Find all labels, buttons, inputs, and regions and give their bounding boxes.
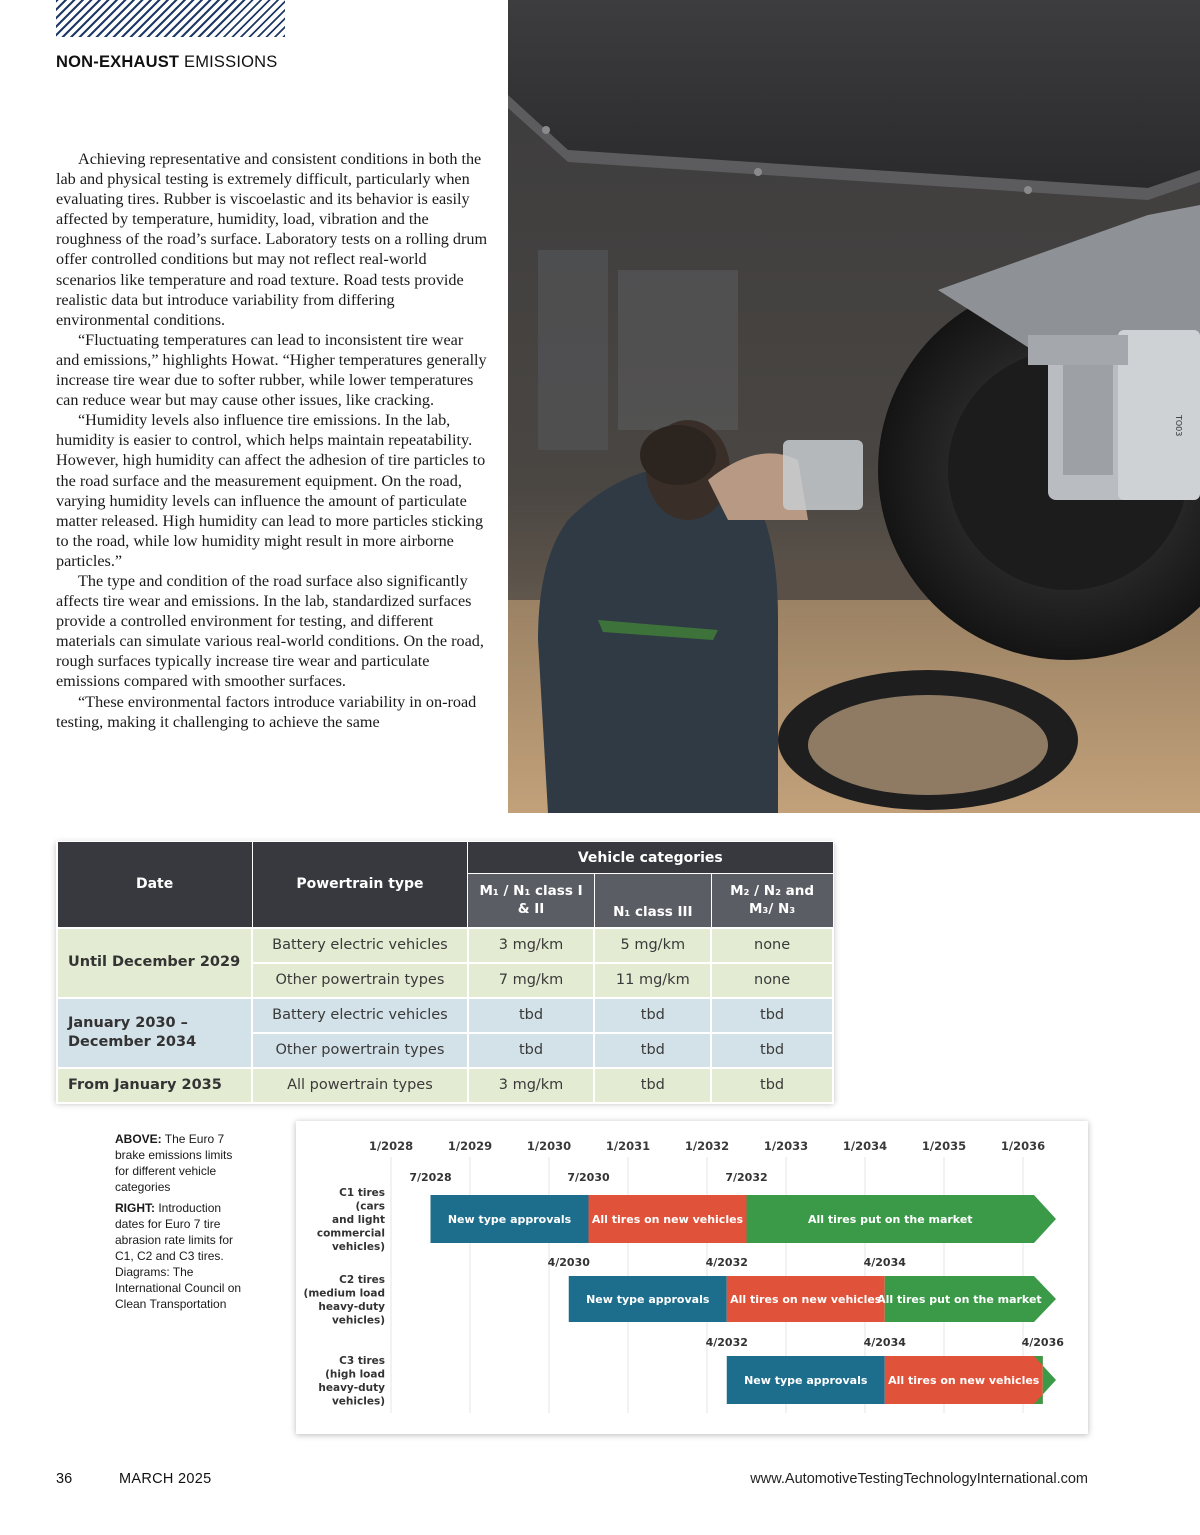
segment-label: All tires put on the market — [807, 1213, 973, 1226]
caption-right-label: RIGHT: — [115, 1201, 155, 1215]
table-row — [57, 998, 833, 1033]
header-hatch-bar — [56, 0, 285, 37]
date-marker-label: 4/2030 — [547, 1256, 590, 1269]
limit-cell: tbd — [468, 1033, 595, 1068]
table-row — [57, 1068, 833, 1103]
powertrain-cell: Battery electric vehicles — [252, 928, 467, 963]
limit-cell: tbd — [594, 1033, 711, 1068]
limit-cell: 7 mg/km — [468, 963, 595, 998]
caption-above — [115, 1131, 243, 1195]
limit-cell: tbd — [711, 998, 833, 1033]
date-marker-label: 7/2028 — [409, 1171, 452, 1184]
year-tick-label: 1/2035 — [921, 1139, 967, 1153]
section-label — [56, 53, 277, 72]
segment-label: New type approvals — [744, 1374, 868, 1387]
segment-label: All tires put on the market — [877, 1293, 1042, 1306]
header-category-n1-class3: N₁ class III — [594, 874, 711, 928]
issue-date: MARCH 2025 — [119, 1471, 212, 1487]
limit-cell: 5 mg/km — [594, 928, 711, 963]
limit-cell: 3 mg/km — [468, 928, 595, 963]
segment-label: All tires on new vehicles — [888, 1374, 1040, 1387]
footer-url: www.AutomotiveTestingTechnologyInternational.com — [750, 1471, 1088, 1487]
year-tick-label: 1/2032 — [684, 1139, 730, 1153]
limit-cell: none — [711, 963, 833, 998]
row-label-line: C3 tires — [339, 1354, 385, 1367]
year-tick-label: 1/2036 — [1000, 1139, 1046, 1153]
row-label-line: C2 tires — [339, 1273, 385, 1286]
date-cell: Until December 2029 — [57, 928, 252, 998]
article-paragraph: “These environmental factors introduce variability in on-road testing, making it challenging to achieve the same — [56, 692, 477, 731]
year-tick-label: 1/2029 — [447, 1139, 493, 1153]
caption-above-label: ABOVE: — [115, 1132, 162, 1146]
row-label-line: vehicles) — [331, 1314, 385, 1327]
article-body — [56, 149, 488, 732]
section-label-bold: NON-EXHAUST — [56, 53, 180, 71]
page-number: 36 — [56, 1471, 73, 1487]
limit-cell: tbd — [594, 1068, 711, 1103]
header-date: Date — [57, 842, 252, 928]
date-marker-label: 4/2036 — [1021, 1336, 1064, 1349]
year-tick-label: 1/2031 — [605, 1139, 651, 1153]
date-marker-label: 4/2032 — [705, 1336, 748, 1349]
segment-label: New type approvals — [447, 1213, 572, 1226]
powertrain-cell: Battery electric vehicles — [252, 998, 467, 1033]
header-category-m1n1: M₁ / N₁ class I & II — [468, 874, 595, 928]
article-paragraph: “Humidity levels also influence tire emissions. In the lab, humidity is easier to control, which helps maintain repeatability. However, high humidity can affect the adhesion of tire particles to the road surface and the measurement equipment. On the road, varying humidity levels can influence the amount of particulate matter released. High humidity can lead to more particles sticking to the road, while low humidity might result in more airborne particles.” — [56, 411, 486, 570]
limit-cell: none — [711, 928, 833, 963]
lab-photo — [508, 0, 1200, 813]
figure-caption — [115, 1131, 243, 1317]
row-label-line: vehicles) — [331, 1395, 385, 1408]
timeline-svg — [296, 1121, 1088, 1434]
limit-cell: tbd — [594, 998, 711, 1033]
section-label-rest: EMISSIONS — [179, 53, 278, 71]
date-marker-label: 7/2032 — [725, 1171, 768, 1184]
date-marker-label: 4/2034 — [863, 1256, 906, 1269]
year-tick-label: 1/2028 — [368, 1139, 414, 1153]
date-cell: From January 2035 — [57, 1068, 252, 1103]
powertrain-cell: All powertrain types — [252, 1068, 467, 1103]
article-paragraph: The type and condition of the road surface also significantly affects tire wear and emissions. In the lab, standardized surfaces provide a controlled environment for testing, and different materials can simulate various real-world conditions. On the road, rough surfaces typically increase tire wear and particulate emissions compared with smoother surfaces. — [56, 571, 484, 691]
row-label-line: (cars — [355, 1200, 385, 1213]
caption-right-text: Introduction dates for Euro 7 tire abrasion rate limits for C1, C2 and C3 tires. Diagrams: The International Council on Clean Transportation — [115, 1201, 242, 1311]
segment-label: New type approvals — [586, 1293, 710, 1306]
header-vehicle-categories: Vehicle categories — [468, 842, 833, 874]
row-label-line: heavy-duty — [318, 1300, 385, 1313]
row-label-line: C1 tires — [339, 1187, 385, 1199]
device-label: TO03 — [1174, 415, 1183, 437]
row-label-line: vehicles) — [331, 1241, 385, 1253]
emissions-table-wrapper — [56, 841, 834, 1102]
limit-cell: tbd — [711, 1033, 833, 1068]
date-cell: January 2030 – December 2034 — [57, 998, 252, 1068]
limit-cell: tbd — [711, 1068, 833, 1103]
limit-cell: 3 mg/km — [468, 1068, 595, 1103]
segment-label: All tires on new vehicles — [730, 1293, 882, 1306]
caption-right — [115, 1200, 243, 1312]
powertrain-cell: Other powertrain types — [252, 1033, 467, 1068]
row-label-line: (high load — [325, 1368, 385, 1381]
year-tick-label: 1/2034 — [842, 1139, 888, 1153]
tire-timeline-diagram — [296, 1121, 1088, 1434]
limit-cell: tbd — [468, 998, 595, 1033]
row-label-line: heavy-duty — [318, 1381, 385, 1394]
table-row — [57, 928, 833, 963]
date-marker-label: 7/2030 — [567, 1171, 610, 1184]
header-powertrain: Powertrain type — [252, 842, 467, 928]
limit-cell: 11 mg/km — [594, 963, 711, 998]
row-label-line: commercial — [316, 1227, 385, 1240]
date-marker-label: 4/2034 — [863, 1336, 906, 1349]
header-category-m2n2-m3n3: M₂ / N₂ and M₃/ N₃ — [711, 874, 833, 928]
article-paragraph: Achieving representative and consistent conditions in both the lab and physical testing is extremely difficult, particularly when evaluating tires. Rubber is viscoelastic and its behavior is easily affected by temperature, humidity, load, vibration and the roughness of the road’s surface. Laboratory tests on a rolling drum offer controlled conditions but may not reflect real-world scenarios like temperature and road texture. Road tests provide realistic data but introduce variability from differing environmental conditions. — [56, 150, 488, 329]
caption-above-text: The Euro 7 brake emissions limits for different vehicle categories — [115, 1132, 233, 1194]
date-marker-label: 4/2032 — [705, 1256, 748, 1269]
emissions-limits-table — [56, 841, 834, 1104]
powertrain-cell: Other powertrain types — [252, 963, 467, 998]
year-tick-label: 1/2030 — [526, 1139, 572, 1153]
year-tick-label: 1/2033 — [763, 1139, 809, 1153]
segment-label: All tires on new vehicles — [591, 1213, 744, 1226]
row-label-line: (medium load — [303, 1287, 385, 1300]
article-paragraph: “Fluctuating temperatures can lead to inconsistent tire wear and emissions,” highlights Howat. “Higher temperatures generally increase tire wear due to softer rubber, while lower temperatures can reduce wear but may cause other issues, like cracking. — [56, 330, 487, 410]
row-label-line: and light — [332, 1214, 385, 1226]
